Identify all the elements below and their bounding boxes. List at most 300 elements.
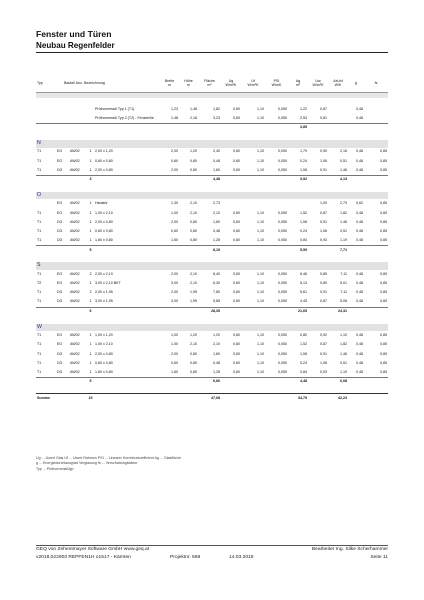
table-cell: T1 xyxy=(37,238,42,243)
table-cell xyxy=(308,378,328,387)
table-cell: 1,10 xyxy=(257,106,265,111)
table-cell: 1,10 xyxy=(257,342,265,347)
summe-ag: 34,75 xyxy=(288,394,308,404)
table-cell: AW02 xyxy=(70,271,80,276)
table-cell: 0,48 xyxy=(356,115,364,120)
header-bauteil: Bauteil Anz. Bezeichnung xyxy=(56,76,160,92)
table-cell: 2,10 xyxy=(190,342,198,347)
table-cell: AW02 xyxy=(70,342,80,347)
summe-count: 19 xyxy=(87,394,94,404)
table-cell: 0,48 xyxy=(356,351,364,356)
table-row xyxy=(36,368,388,377)
legend-line-1: Ug ... Uwert Glas Uf ... Uwert Rahmen PSI ... Linearer Korrekturkoeffizient Ag ... Glasfläche xyxy=(36,456,181,460)
table-cell: 0,60 x 0,80 xyxy=(95,229,113,234)
section-subtotal-row xyxy=(36,307,388,316)
table-cell: 0,050 xyxy=(278,106,288,111)
table-cell: 0,92 xyxy=(320,332,328,337)
table-cell: EG xyxy=(57,342,63,347)
table-cell: 2,16 xyxy=(340,149,348,154)
title-divider xyxy=(36,52,388,53)
table-cell xyxy=(221,307,288,316)
table-cell: 2,00 x 0,80 xyxy=(95,351,113,356)
table-cell: AW02 xyxy=(70,201,80,206)
table-cell: 0,60 xyxy=(233,229,241,234)
table-cell: 0,81 xyxy=(320,115,328,120)
table-cell: 0,60 xyxy=(233,106,241,111)
table-row xyxy=(36,148,388,157)
table-cell: 0,80 xyxy=(320,281,328,286)
table-cell: 0,050 xyxy=(278,369,288,374)
table-cell: 1,82 xyxy=(340,210,348,215)
table-cell: T1 xyxy=(37,229,42,234)
table-cell: 0,91 xyxy=(320,167,328,172)
table-cell: DG xyxy=(57,290,63,295)
table-cell: 3,00 x 1,95 xyxy=(95,299,113,304)
table-cell: AW02 xyxy=(70,360,80,365)
table-cell: 0,85 xyxy=(380,351,388,356)
table-cell: T1 xyxy=(37,158,42,163)
table-cell: 2,00 xyxy=(171,290,179,295)
table-cell: 0,90 xyxy=(320,149,328,154)
table-cell: 1,10 xyxy=(257,229,265,234)
table-cell: DG xyxy=(57,351,63,356)
table-cell: 1,48 xyxy=(190,106,198,111)
legend-line-2: g ... Energiedurchlassgrad Verglasung fs ... Verschattungsfaktor xyxy=(36,461,138,466)
table-cell: 0,60 xyxy=(233,369,241,374)
table-cell: 0,48 xyxy=(213,158,221,163)
table-cell: 1,60 xyxy=(213,351,221,356)
table-row xyxy=(36,209,388,218)
table-row xyxy=(36,350,388,359)
table-cell xyxy=(221,199,241,208)
table-cell: 1,82 xyxy=(340,342,348,347)
table-cell: T1 xyxy=(37,149,42,154)
table-cell: 0,60 xyxy=(233,149,241,154)
table-cell: 0,85 xyxy=(380,219,388,224)
table-cell: 1,10 xyxy=(257,271,265,276)
table-cell: 0,85 xyxy=(380,299,388,304)
table-cell xyxy=(288,199,308,208)
summe-area: 47,68 xyxy=(198,394,221,404)
table-header xyxy=(36,76,388,92)
table-cell: 0,48 xyxy=(356,229,364,234)
table-cell xyxy=(328,105,348,114)
table-row xyxy=(36,340,388,349)
windows-doors-table xyxy=(36,76,388,404)
table-cell: 2,10 xyxy=(213,210,221,215)
table-cell: 0,84 xyxy=(300,238,308,243)
table-cell: 1,52 xyxy=(300,210,308,215)
table-cell: T1 xyxy=(37,167,42,172)
table-cell xyxy=(94,394,198,404)
table-cell: AW02 xyxy=(70,158,80,163)
table-cell: 1,10 xyxy=(257,360,265,365)
table-cell: 1 xyxy=(89,351,92,356)
table-cell: 0,60 xyxy=(233,360,241,365)
table-cell: 1 xyxy=(89,281,92,286)
table-cell: 2,00 x 1,20 xyxy=(95,149,113,154)
table-cell: 1,60 xyxy=(213,167,221,172)
table-row xyxy=(36,157,388,166)
table-cell: 0,050 xyxy=(278,281,288,286)
table-cell: 0,48 xyxy=(356,360,364,365)
table-cell: EG xyxy=(57,281,63,286)
table-cell: 1,60 xyxy=(213,219,221,224)
spacer-row xyxy=(36,316,388,324)
table-cell: 0,48 xyxy=(213,229,221,234)
page-title: Fenster und Türen xyxy=(36,29,112,39)
spacer-row xyxy=(36,386,388,394)
table-cell xyxy=(36,175,87,184)
table-cell xyxy=(36,316,388,324)
table-cell: 1,28 xyxy=(213,369,221,374)
footer-divider xyxy=(36,545,388,546)
table-cell xyxy=(348,307,388,316)
spacer-row xyxy=(36,255,388,263)
header-uw: Uw W/m²K xyxy=(308,76,328,92)
footer-page-number: Seite 11 xyxy=(370,555,388,560)
table-cell: 3,00 xyxy=(171,281,179,286)
header-ag: Ag m² xyxy=(288,76,308,92)
table-cell: 0,85 xyxy=(380,167,388,172)
table-cell xyxy=(308,124,388,133)
table-cell: 1,06 xyxy=(320,360,328,365)
table-cell: 1 xyxy=(89,158,92,163)
table-cell: 0,050 xyxy=(278,360,288,365)
table-cell: 1,60 xyxy=(171,238,179,243)
table-cell: 1,10 xyxy=(257,158,265,163)
table-cell xyxy=(36,307,87,316)
table-cell xyxy=(36,124,288,133)
footer-date: 14.03.2018 xyxy=(229,555,254,560)
table-cell: 0,48 xyxy=(213,360,221,365)
table-cell: T1 xyxy=(37,219,42,224)
table-cell: 0,48 xyxy=(356,219,364,224)
table-cell: 2,18 xyxy=(190,115,198,120)
subtotal-area: 28,35 xyxy=(198,307,221,316)
table-cell: 0,87 xyxy=(320,342,328,347)
table-cell: 3,00 xyxy=(171,299,179,304)
table-cell: 2,00 xyxy=(171,271,179,276)
table-cell: 1,20 xyxy=(190,332,198,337)
table-cell xyxy=(36,255,388,263)
table-cell: 8,40 xyxy=(213,271,221,276)
table-cell: 0,85 xyxy=(380,271,388,276)
header-g: g xyxy=(348,76,364,92)
table-cell: 0,60 xyxy=(233,115,241,120)
table-cell: T2 xyxy=(37,281,42,286)
table-cell: 0,050 xyxy=(278,290,288,295)
table-cell: 0,60 x 0,80 xyxy=(95,360,113,365)
table-cell: 0,60 xyxy=(233,271,241,276)
table-cell: 0,60 x 0,80 xyxy=(95,158,113,163)
table-cell: DG xyxy=(57,369,63,374)
table-cell xyxy=(348,175,388,184)
table-cell: 2,00 xyxy=(171,167,179,172)
table-cell: AW02 xyxy=(70,332,80,337)
table-cell: 0,48 xyxy=(356,369,364,374)
table-cell: 0,050 xyxy=(278,229,288,234)
table-cell: 6,30 xyxy=(213,281,221,286)
table-cell: DG xyxy=(57,229,63,234)
project-subtitle: Neubau Regenfelder xyxy=(36,41,115,50)
footer-version: v2018,022903 REPFEN1H o1517 - Kärnten xyxy=(36,555,131,560)
table-cell xyxy=(308,394,328,404)
prufnorm-row xyxy=(36,105,388,114)
table-cell: 7,80 xyxy=(213,290,221,295)
table-cell: 1,00 x 2,10 xyxy=(95,210,113,215)
table-cell: 0,050 xyxy=(278,299,288,304)
table-cell: DG xyxy=(57,360,63,365)
table-cell xyxy=(94,175,198,184)
table-cell: T1 xyxy=(37,342,42,347)
table-row xyxy=(36,331,388,340)
table-cell: 0,85 xyxy=(380,360,388,365)
header-fs: fs xyxy=(364,76,388,92)
table-cell: 1,60 xyxy=(171,369,179,374)
subtotal-ag: 3,92 xyxy=(288,175,308,184)
table-cell: 7,11 xyxy=(340,271,348,276)
table-cell: 1,00 xyxy=(171,332,179,337)
table-cell: 0,050 xyxy=(278,238,288,243)
table-cell: 0,80 xyxy=(190,238,198,243)
table-cell: 1,10 xyxy=(257,299,265,304)
table-cell: 0,51 xyxy=(340,360,348,365)
table-cell: 0,050 xyxy=(278,115,288,120)
table-cell: 2,73 xyxy=(340,201,348,206)
table-cell: 4,45 xyxy=(300,299,308,304)
table-cell: 0,85 xyxy=(380,369,388,374)
table-cell: Haustür xyxy=(95,201,108,206)
table-cell: 0,050 xyxy=(278,342,288,347)
header-axuxl: AxUxf W/K xyxy=(328,76,348,92)
table-cell: 0,48 xyxy=(356,299,364,304)
table-cell: 0,050 xyxy=(278,210,288,215)
table-cell: EG xyxy=(57,158,63,163)
spacer-row xyxy=(36,132,388,140)
table-cell: DG xyxy=(57,219,63,224)
table-cell: 0,51 xyxy=(340,158,348,163)
table-cell: 1,52 xyxy=(300,342,308,347)
table-cell: 1,48 xyxy=(171,115,179,120)
table-cell: AW02 xyxy=(70,238,80,243)
table-cell xyxy=(221,378,288,387)
table-cell: 0,87 xyxy=(320,106,328,111)
summe-row xyxy=(36,394,388,404)
table-cell: 2,00 xyxy=(171,149,179,154)
table-cell xyxy=(94,378,198,387)
table-cell: 0,60 xyxy=(233,342,241,347)
table-cell: 0,24 xyxy=(300,360,308,365)
table-cell: 0,60 xyxy=(171,360,179,365)
table-cell: T1 xyxy=(37,351,42,356)
table-cell: 0,80 xyxy=(190,351,198,356)
table-cell: 0,80 xyxy=(190,158,198,163)
prufnorm-total-row xyxy=(36,124,388,133)
table-cell: 1,19 xyxy=(340,238,348,243)
table-cell: 1,20 xyxy=(213,332,221,337)
table-cell: 1 xyxy=(89,149,92,154)
table-row xyxy=(36,237,388,246)
table-cell: 0,050 xyxy=(278,167,288,172)
table-cell: AW02 xyxy=(70,219,80,224)
table-cell: AW02 xyxy=(70,167,80,172)
table-cell: 1,10 xyxy=(257,369,265,374)
table-cell: 0,48 xyxy=(356,106,364,111)
table-cell: 2,00 x 1,95 xyxy=(95,290,113,295)
table-cell: 1,95 xyxy=(190,299,198,304)
table-cell: 0,60 xyxy=(233,290,241,295)
table-cell: AW02 xyxy=(70,299,80,304)
table-cell: 0,84 xyxy=(300,369,308,374)
table-cell: 1,95 xyxy=(190,290,198,295)
table-cell: 2,10 xyxy=(190,201,198,206)
table-cell: AW02 xyxy=(70,351,80,356)
table-cell: 1,82 xyxy=(213,106,221,111)
table-cell: 2,73 xyxy=(213,201,221,206)
table-cell: 0,48 xyxy=(356,167,364,172)
table-cell: EG xyxy=(57,149,63,154)
subtotal-ag: 21,65 xyxy=(288,307,308,316)
legend-line-3: Typ ... Prüfnormmaßtyp xyxy=(36,466,74,471)
section-name: S xyxy=(36,262,388,270)
table-cell: 0,60 xyxy=(233,238,241,243)
table-cell: 0,050 xyxy=(278,149,288,154)
table-cell: 1,79 xyxy=(300,149,308,154)
table-cell xyxy=(36,105,94,114)
section-header-o xyxy=(36,192,388,200)
table-row xyxy=(36,218,388,227)
spacer-row xyxy=(36,98,388,105)
table-cell: 0,93 xyxy=(320,369,328,374)
table-cell: 0,91 xyxy=(320,351,328,356)
table-cell: 1,00 xyxy=(320,201,328,206)
subtotal-count: 6 xyxy=(87,307,94,316)
table-cell: 0,60 xyxy=(171,229,179,234)
section-header-n xyxy=(36,140,388,148)
table-cell: 0,80 xyxy=(190,369,198,374)
table-cell: 1 xyxy=(89,229,92,234)
table-cell: 1,10 xyxy=(257,219,265,224)
table-cell: 0,60 xyxy=(233,281,241,286)
table-cell: 1,46 xyxy=(340,351,348,356)
table-cell: 1,22 xyxy=(300,106,308,111)
subtotal-axuxl: 4,13 xyxy=(328,175,348,184)
header-uf: Uf W/m²K xyxy=(241,76,265,92)
table-cell xyxy=(36,199,56,208)
table-row xyxy=(36,289,388,298)
table-row xyxy=(36,279,388,288)
table-cell: 1,00 x 2,10 xyxy=(95,342,113,347)
table-cell: 1,00 x 1,20 xyxy=(95,332,113,337)
subtotal-count: 5 xyxy=(87,246,94,255)
table-cell: 0,87 xyxy=(320,210,328,215)
table-cell: 1,08 xyxy=(300,167,308,172)
table-cell: 0,24 xyxy=(300,229,308,234)
section-header-s xyxy=(36,262,388,270)
summe-axuxl: 42,23 xyxy=(328,394,348,404)
table-cell xyxy=(364,114,388,123)
table-cell: T1 xyxy=(37,332,42,337)
table-cell xyxy=(308,246,328,255)
table-cell: 1 xyxy=(89,238,92,243)
table-cell: 0,80 xyxy=(190,167,198,172)
table-cell: 1,08 xyxy=(300,219,308,224)
subtotal-area: 6,66 xyxy=(198,378,221,387)
table-cell: 0,48 xyxy=(356,332,364,337)
table-cell: 1,20 xyxy=(190,149,198,154)
table-cell: 0,48 xyxy=(356,342,364,347)
prufnorm-row xyxy=(36,114,388,123)
table-cell: EG xyxy=(57,271,63,276)
table-cell: 0,80 xyxy=(190,219,198,224)
table-cell: T1 xyxy=(37,290,42,295)
table-cell: EG xyxy=(57,201,63,206)
table-cell: 2,40 xyxy=(213,149,221,154)
table-cell: 1,19 xyxy=(340,369,348,374)
section-subtotal-row xyxy=(36,378,388,387)
table-cell xyxy=(36,184,388,192)
table-cell xyxy=(308,307,328,316)
table-cell: 0,85 xyxy=(380,332,388,337)
table-cell: 0,51 xyxy=(340,229,348,234)
header-ug: Ug W/m²K xyxy=(221,76,241,92)
table-cell: 2,00 x 0,80 xyxy=(95,219,113,224)
table-cell: 5,85 xyxy=(213,299,221,304)
table-cell: 1,10 xyxy=(257,210,265,215)
table-cell: 1,10 xyxy=(257,149,265,154)
table-cell xyxy=(348,394,388,404)
table-cell: 0,80 xyxy=(300,332,308,337)
table-cell: T1 xyxy=(37,299,42,304)
table-cell: 2,00 xyxy=(171,219,179,224)
table-cell: 0,60 xyxy=(233,332,241,337)
table-cell: 1 xyxy=(89,219,92,224)
table-cell: 0,85 xyxy=(320,271,328,276)
header-typ: Typ xyxy=(36,76,56,92)
table-row xyxy=(36,227,388,236)
table-cell: 0,91 xyxy=(320,290,328,295)
section-header-w xyxy=(36,324,388,332)
table-cell: 2,00 x 2,10 xyxy=(95,271,113,276)
table-cell: 1,06 xyxy=(320,158,328,163)
table-cell: 0,48 xyxy=(356,158,364,163)
footer-software: GEQ von Zehentmayer Software GmbH www.geq.at xyxy=(36,547,150,552)
table-cell: 1,30 xyxy=(171,201,179,206)
header-breite: Breite m xyxy=(160,76,179,92)
table-cell xyxy=(348,378,388,387)
table-cell: 0,80 xyxy=(190,229,198,234)
table-cell: AW02 xyxy=(70,210,80,215)
table-cell: 0,60 xyxy=(233,210,241,215)
table-cell: 0,24 xyxy=(300,158,308,163)
table-cell: 0,48 xyxy=(356,149,364,154)
header-flaeche: Fläche m² xyxy=(198,76,221,92)
table-cell: 1 xyxy=(89,299,92,304)
table-cell xyxy=(308,175,328,184)
table-cell: T1 xyxy=(37,360,42,365)
table-cell: 0,60 xyxy=(233,167,241,172)
table-cell: 1 xyxy=(89,369,92,374)
table-cell: 2,10 xyxy=(213,342,221,347)
table-cell: T1 xyxy=(37,271,42,276)
table-cell: 0,85 xyxy=(380,342,388,347)
table-cell: DG xyxy=(57,167,63,172)
table-cell: AW02 xyxy=(70,229,80,234)
table-row xyxy=(36,199,388,208)
table-cell: 1 xyxy=(89,201,92,206)
table-cell: 0,91 xyxy=(320,219,328,224)
